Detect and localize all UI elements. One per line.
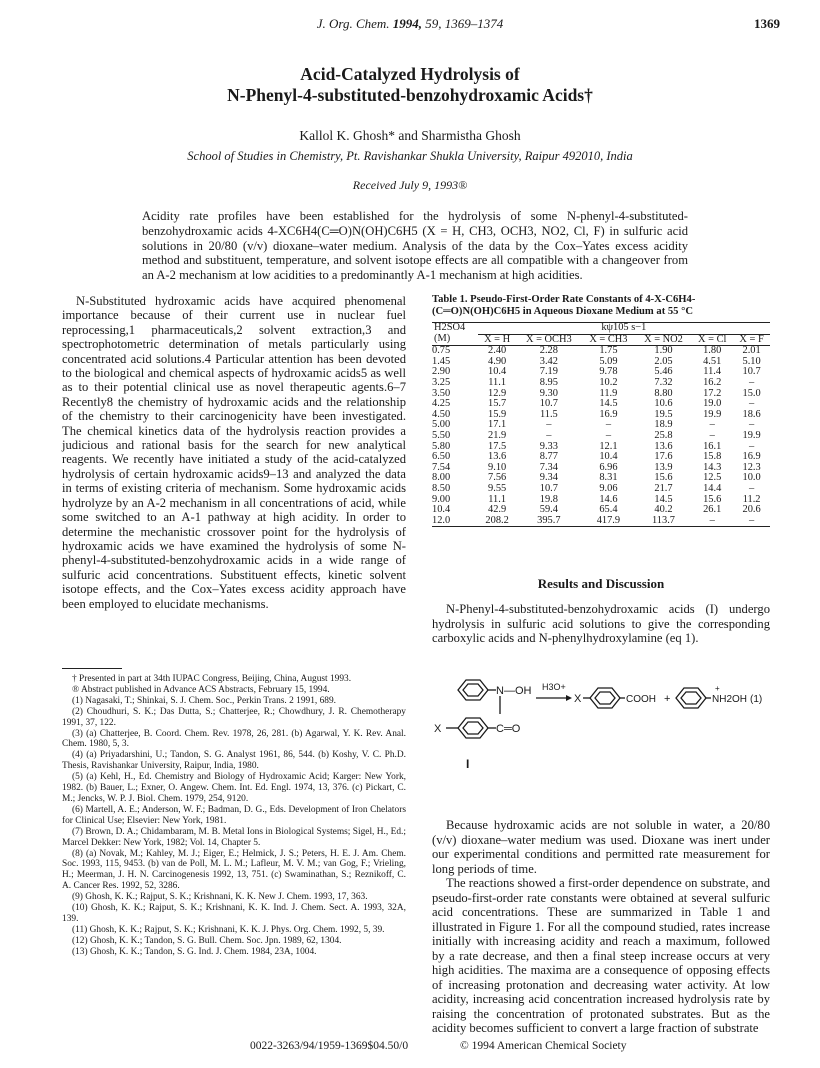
rate-constant-cell: 7.19 — [539, 366, 558, 378]
footnote: (10) Ghosh, K. K.; Rajput, S. K.; Krishnani, K. K. Ind. J. Chem. Sect. A. 1993, 32A, 139. — [62, 903, 406, 924]
catalyst-label: H3O+ — [542, 682, 566, 692]
rate-constant-cell: 19.9 — [742, 429, 761, 441]
positive-charge: + — [715, 684, 720, 693]
rate-constant-cell: 7.34 — [539, 461, 558, 473]
table-row — [432, 484, 770, 495]
rate-constant-cell: – — [749, 482, 755, 494]
rate-constant-cell: – — [749, 398, 755, 410]
column-header: X = CH3 — [581, 334, 636, 346]
rate-constants-table — [432, 322, 770, 527]
rate-constant-cell: 2.01 — [742, 345, 761, 357]
rate-constant-cell: 113.7 — [636, 516, 691, 527]
rate-constant-cell: 3.42 — [539, 355, 558, 367]
rate-constant-cell: 208.2 — [478, 516, 517, 527]
rate-constant-cell: 13.6 — [488, 451, 507, 463]
rate-span-header: kψ105 s−1 — [478, 323, 770, 335]
journal-citation: J. Org. Chem. 1994, 59, 1369–1374 — [316, 16, 504, 31]
abstract-text: Acidity rate profiles have been established for the hydrolysis of some N-phenyl-4-substituted-benzohydroxamic acids 4-XC6H4(C═O)N(OH)C6H5 (X = H, CH3, OCH3, NO2, Cl, F) in sulfuric acid solutions in 20/80 (v/v) dioxane–water medium. Analysis of the data by the Cox–Yates excess acidity method and substituent, temperature, and solvent isotope effects are all compatible with a changeover from an A-2 mechanism at low acidities to a predominantly A-1 mechanism at high acidities. — [142, 209, 688, 283]
acid-concentration-cell: 10.4 — [432, 504, 451, 516]
acid-concentration-cell: 1.45 — [432, 355, 451, 367]
rate-constant-cell: 20.6 — [742, 504, 761, 516]
rate-constant-cell: 16.2 — [703, 376, 722, 388]
rate-constant-cell: 2.05 — [654, 355, 673, 367]
column-header: X = NO2 — [636, 334, 691, 346]
rate-constant-cell: 15.0 — [742, 387, 761, 399]
footnote: (3) (a) Chatterjee, B. Coord. Chem. Rev. 1978, 26, 281. (b) Agarwal, Y. K. Rev. Anal. Chem. 1980, 5, 3. — [62, 728, 406, 750]
rate-constant-cell: 12.1 — [599, 440, 618, 452]
rate-constant-cell: 12.5 — [703, 472, 722, 484]
rate-constant-cell: 10.4 — [599, 451, 618, 463]
table-body — [432, 346, 770, 527]
copyright: © 1994 American Chemical Society — [460, 1040, 627, 1052]
column-header: X = H — [478, 334, 517, 346]
acid-header-line2: (M) — [432, 334, 478, 346]
rate-constant-cell: 12.3 — [742, 461, 761, 473]
rate-constant-cell: 11.2 — [742, 493, 761, 505]
rate-constant-cell: 42.9 — [488, 504, 507, 516]
results-intro-text: N-Phenyl-4-substituted-benzohydroxamic acids (I) undergo hydrolysis in sulfuric acid solutions to give the corresponding carboxylic acids and N-phenylhydroxylamine (eq 1). — [432, 602, 770, 646]
rate-constant-cell: 19.9 — [703, 408, 722, 420]
rate-constant-cell: 17.1 — [488, 419, 507, 431]
rate-constant-cell: 40.2 — [654, 504, 673, 516]
rate-constant-cell: 6.96 — [599, 461, 618, 473]
rate-constant-cell: 11.1 — [488, 376, 507, 388]
intro-paragraph: N-Substituted hydroxamic acids have acquired phenomenal importance because of their current use in nuclear fuel reprocessing,1 pharmaceuticals,2 solvent extraction,3 and spectrophotometric determination of metals particularly using concentrated acid solutions.4 Particular attention has been devoted to the biological and chemical aspects of hydroxamic acids5 as well as to their potential clinical use as novel therapeutic agents.6–7 Recently8 the chemistry of hydroxamic acids and the relationship of the chemistry to their carcinogenicity have been investigated. The chemical kinetics data of the hydrolysis reaction provides a judicious and rational basis for the search for new analytical reagents. We recently have initiated a study of the acid-catalyzed hydrolysis of certain hydroxamic acids9–13 and analyzed the data in terms of existing criteria of mechanism. Some hydroxamic acids hydrolyze by an A-2 mechanism in all concentrations of acid, while some switched to an A-1 pathway at high acidity. In order to determine the mechanistic crossover point for the hydrolysis of hydroxamic acids we have examined the hydrolysis of some N-phenyl-4-substituted-benzohydroxamic acids in a wide range of sulfuric acid concentrations. Substituent effects, kinetic solvent isotope effects, and the Cox–Yates excess acidity approach have been employed to elucidate mechanisms. — [62, 294, 406, 611]
rate-constant-cell: 9.33 — [539, 440, 558, 452]
rate-constant-cell: 10.0 — [742, 472, 761, 484]
n-oh-label: N—OH — [496, 685, 532, 697]
phenyl-ring-product — [590, 688, 620, 708]
rate-constant-cell: – — [733, 516, 770, 527]
affiliation: School of Studies in Chemistry, Pt. Ravishankar Shukla University, Raipur 492010, India — [187, 149, 633, 163]
acid-concentration-cell: 3.25 — [432, 376, 451, 388]
arrow-head — [566, 695, 572, 701]
rate-constant-cell: 16.9 — [599, 408, 618, 420]
rate-constant-cell: 2.28 — [539, 345, 558, 357]
acid-concentration-cell: 4.25 — [432, 398, 451, 410]
rate-constant-cell: 8.80 — [654, 387, 673, 399]
table-row — [432, 431, 770, 442]
acid-concentration-cell: 12.0 — [432, 516, 478, 527]
rate-constant-cell: 9.10 — [488, 461, 507, 473]
rate-constant-cell: 9.34 — [539, 472, 558, 484]
rate-constant-cell: 18.9 — [654, 419, 673, 431]
acid-concentration-cell: 9.00 — [432, 493, 451, 505]
acid-concentration-cell: 2.90 — [432, 366, 451, 378]
rate-constant-cell: – — [749, 419, 755, 431]
rate-constant-cell: – — [709, 429, 715, 441]
table-row — [432, 516, 770, 527]
rate-constant-cell: 65.4 — [599, 504, 618, 516]
rate-constant-cell: – — [605, 419, 612, 431]
rate-constant-cell: 7.56 — [488, 472, 507, 484]
rate-constant-cell: 19.5 — [654, 408, 673, 420]
rate-constant-cell: 19.0 — [703, 398, 722, 410]
rate-constant-cell: 4.51 — [703, 355, 722, 367]
rate-constant-cell: 5.46 — [654, 366, 673, 378]
rate-constant-cell: 8.95 — [539, 376, 558, 388]
footnote: (5) (a) Kehl, H., Ed. Chemistry and Biology of Hydroxamic Acid; Karger: New York, 1982. (b) Bauer, L.; Exner, O. Angew. Chem. Int. Ed. Engl. 1974, 13, 376. (c) Pickart, C. M.; Jencks, W. P. J. Biol. Chem. 1979, 254, 9120. — [62, 772, 406, 804]
rate-constant-cell: 10.7 — [539, 398, 558, 410]
footnote: ® Abstract published in Advance ACS Abstracts, February 15, 1994. — [72, 684, 330, 695]
rate-constant-cell: 10.2 — [599, 376, 618, 388]
results-paragraph-1: Because hydroxamic acids are not soluble in water, a 20/80 (v/v) dioxane–water medium was used. Dioxane was inert under our experimental conditions and permitted rate measurement for long periods of time. — [432, 818, 770, 876]
left-column-body — [62, 294, 406, 611]
footnote: (2) Choudhuri, S. K.; Das Dutta, S.; Chatterjee, R.; Chowdhury, J. R. Chemotherapy 1991, 37, 122. — [62, 706, 406, 728]
rate-constant-cell: 18.6 — [742, 408, 761, 420]
rate-constant-cell: 13.9 — [654, 461, 673, 473]
running-header — [0, 16, 820, 36]
title-line-1: Acid-Catalyzed Hydrolysis of — [300, 64, 520, 84]
table-row — [432, 420, 770, 431]
rate-constant-cell: 12.9 — [488, 387, 507, 399]
rate-constant-cell: 15.9 — [488, 408, 507, 420]
x-substituent: X — [434, 723, 442, 735]
footnote: (7) Brown, D. A.; Chidambaram, M. B. Metal Ions in Biological Systems; Sigel, H., Ed.; Marcel Dekker: New York, 1982; Vol. 14, Chapter 5. — [62, 826, 406, 848]
footnote: (12) Ghosh, K. K.; Tandon, S. G. Bull. Chem. Soc. Jpn. 1989, 62, 1304. — [72, 935, 342, 946]
rate-constant-cell: 17.2 — [703, 387, 722, 399]
rate-constant-cell: – — [691, 516, 733, 527]
rate-constant-cell: 9.30 — [539, 387, 558, 399]
table-caption: Table 1. Pseudo-First-Order Rate Constants of 4-X-C6H4-(C═O)N(OH)C6H5 in Aqueous Dioxane Medium at 55 °C — [432, 294, 696, 317]
table-row — [432, 378, 770, 389]
rate-constant-cell: – — [546, 419, 552, 431]
rate-constant-cell: 15.7 — [488, 398, 507, 410]
rate-constant-cell: 10.7 — [742, 366, 761, 378]
rate-constant-cell: 10.4 — [488, 366, 507, 378]
acid-header-line1: H2SO4 — [432, 323, 478, 335]
rate-constant-cell: 9.55 — [488, 482, 507, 494]
phenyl-ring-amine — [676, 688, 706, 708]
rate-constant-cell: 11.4 — [703, 366, 722, 378]
phenyl-ring-top — [458, 680, 488, 700]
acid-concentration-cell: 8.00 — [432, 472, 451, 484]
rate-constant-cell: 26.1 — [703, 504, 722, 516]
rate-constant-cell: 21.7 — [654, 482, 673, 494]
rate-constant-cell: 17.6 — [654, 451, 673, 463]
rate-constant-cell: 14.5 — [654, 493, 673, 505]
carbonyl-label: C═O — [496, 723, 521, 735]
rate-constant-cell: 8.77 — [539, 451, 558, 463]
rate-constant-cell: 14.5 — [599, 398, 618, 410]
rate-constant-cell: 5.09 — [599, 355, 618, 367]
footnote: (11) Ghosh, K. K.; Rajput, S. K.; Krishnani, K. K. J. Phys. Org. Chem. 1992, 5, 39. — [72, 924, 385, 935]
rate-constant-cell: 1.75 — [599, 345, 618, 357]
rate-constant-cell: – — [605, 429, 612, 441]
rate-constant-cell: 10.6 — [654, 398, 673, 410]
rate-constant-cell: 395.7 — [517, 516, 581, 527]
rate-constant-cell: 15.8 — [703, 451, 722, 463]
received-date: Received July 9, 1993® — [352, 178, 468, 192]
table-row — [432, 410, 770, 421]
rate-constant-cell: 15.6 — [703, 493, 722, 505]
page-number: 1369 — [754, 16, 780, 31]
article-code: 0022-3263/94/1959-1369$04.50/0 — [250, 1040, 409, 1052]
abstract — [142, 209, 688, 283]
acid-concentration-cell: 5.50 — [432, 429, 451, 441]
reaction-scheme — [432, 672, 770, 812]
rate-constant-cell: 9.06 — [599, 482, 618, 494]
authors: Kallol K. Ghosh* and Sharmistha Ghosh — [299, 128, 521, 143]
rate-constant-cell: 16.9 — [742, 451, 761, 463]
rate-constant-cell: 10.7 — [539, 482, 558, 494]
cooh-label: COOH — [626, 694, 656, 705]
rate-constant-cell: 7.32 — [654, 376, 673, 388]
results-paragraph-2: The reactions showed a first-order dependence on substrate, and pseudo-first-order rate constants were obtained at several sulfuric acid concentrations. These are summarized in Table 1 and illustrated in Figure 1. For all the compound studied, rates increase initially with increasing acidity and reach a maximum, followed by a rate decrease, and then a final steep increase occurs at very high acidities. The maxima are a consequence of opposing effects of increasing protonation and decreasing water activity. At low acidity, increasing acid concentration increased hydrolysis rate by raising the concentration of protonated substrates. But as the acidity becomes sufficient to convert a large fraction of substrate — [432, 876, 770, 1035]
footnote: (8) (a) Novak, M.; Kahley, M. J.; Eiger, E.; Helmick, J. S.; Peters, H. E. J. Am. Chem. Soc. 1993, 115, 9453. (b) van de Poll, M. L. M.; Lafleur, M. V. M.; van Gog, F.; Vrieling, H.; Meerman, J. H. N. Carcinogenesis 1992, 13, 751. (c) Swaminathan, S.; Reznikoff, C. A. Cancer Res. 1992, 52, 3286. — [62, 848, 406, 892]
rate-constant-cell: 17.5 — [488, 440, 507, 452]
acid-concentration-cell: 3.50 — [432, 387, 451, 399]
rate-constant-cell: 21.9 — [488, 429, 507, 441]
nh2oh-label: NH2OH — [712, 694, 748, 705]
reaction-scheme-drawing — [432, 672, 770, 812]
rate-constant-cell: 13.6 — [654, 440, 673, 452]
footnote: (9) Ghosh, K. K.; Rajput, S. K.; Krishnani, K. K. New J. Chem. 1993, 17, 363. — [72, 892, 368, 903]
acid-concentration-cell: 5.00 — [432, 419, 451, 431]
acid-concentration-cell: 6.50 — [432, 451, 451, 463]
rate-constant-cell: 11.9 — [599, 387, 618, 399]
rate-constant-cell: 11.1 — [488, 493, 507, 505]
rate-constant-cell: 25.8 — [654, 429, 673, 441]
footnote: (13) Ghosh, K. K.; Tandon, S. G. Ind. J. Chem. 1984, 23A, 1004. — [72, 946, 317, 957]
rate-constant-cell: 1.80 — [703, 345, 722, 357]
rate-constant-cell: 8.31 — [599, 472, 618, 484]
compound-label: I — [466, 757, 470, 771]
rate-constant-cell: 5.10 — [742, 355, 761, 367]
phenyl-ring-bottom — [458, 718, 488, 738]
results-intro — [432, 602, 770, 646]
rate-constant-cell: 15.6 — [654, 472, 673, 484]
column-header: X = F — [733, 334, 770, 346]
footnote: (4) (a) Priyadarshini, U.; Tandon, S. G. Analyst 1961, 86, 544. (b) Koshy, V. C. Ph.D. Thesis, Ravishankar University, Raipur, India, 1980. — [62, 750, 406, 772]
acid-concentration-cell: 4.50 — [432, 408, 451, 420]
acid-concentration-cell: 8.50 — [432, 482, 451, 494]
column-header: X = OCH3 — [517, 334, 581, 346]
equation-number: (1) — [750, 694, 763, 705]
rate-constant-cell: – — [749, 440, 755, 452]
footnotes — [62, 674, 406, 958]
rate-constant-cell: 4.90 — [488, 355, 507, 367]
footnote: † Presented in part at 34th IUPAC Congress, Beijing, China, August 1993. — [72, 674, 352, 684]
results-discussion — [432, 818, 770, 1036]
section-heading: Results and Discussion — [537, 576, 665, 591]
rate-constant-cell: 2.40 — [488, 345, 507, 357]
rate-constant-cell: – — [749, 376, 755, 388]
column-header: X = Cl — [691, 334, 733, 346]
title-line-2: N-Phenyl-4-substituted-benzohydroxamic Acids† — [227, 85, 593, 105]
rate-constant-cell: 11.5 — [539, 408, 558, 420]
rate-constant-cell: 417.9 — [581, 516, 636, 527]
acid-concentration-cell: 0.75 — [432, 345, 451, 357]
footnote: (6) Martell, A. E.; Anderson, W. F.; Badman, D. G., Eds. Development of Iron Chelators for Clinical Use; Elsevier: New York, 1981. — [62, 804, 406, 826]
footnote-rule — [62, 668, 122, 669]
rate-constant-cell: 14.4 — [703, 482, 722, 494]
rate-constant-cell: 59.4 — [539, 504, 558, 516]
rate-constant-cell: 9.78 — [599, 366, 618, 378]
rate-constant-cell: – — [709, 419, 715, 431]
rate-constant-cell: 14.3 — [703, 461, 722, 473]
x-product: X — [574, 693, 582, 705]
rate-constant-cell: – — [546, 429, 552, 441]
acid-concentration-cell: 7.54 — [432, 461, 451, 473]
plus-sign: + — [664, 693, 671, 705]
article-title — [0, 64, 820, 106]
footnote: (1) Nagasaki, T.; Shinkai, S. J. Chem. Soc., Perkin Trans. 2 1991, 689. — [72, 695, 336, 706]
rate-constant-cell: 14.6 — [599, 493, 618, 505]
rate-constant-cell: 16.1 — [703, 440, 722, 452]
rate-constant-cell: 19.8 — [539, 493, 558, 505]
rate-constant-cell: 1.90 — [654, 345, 673, 357]
acid-concentration-cell: 5.80 — [432, 440, 451, 452]
